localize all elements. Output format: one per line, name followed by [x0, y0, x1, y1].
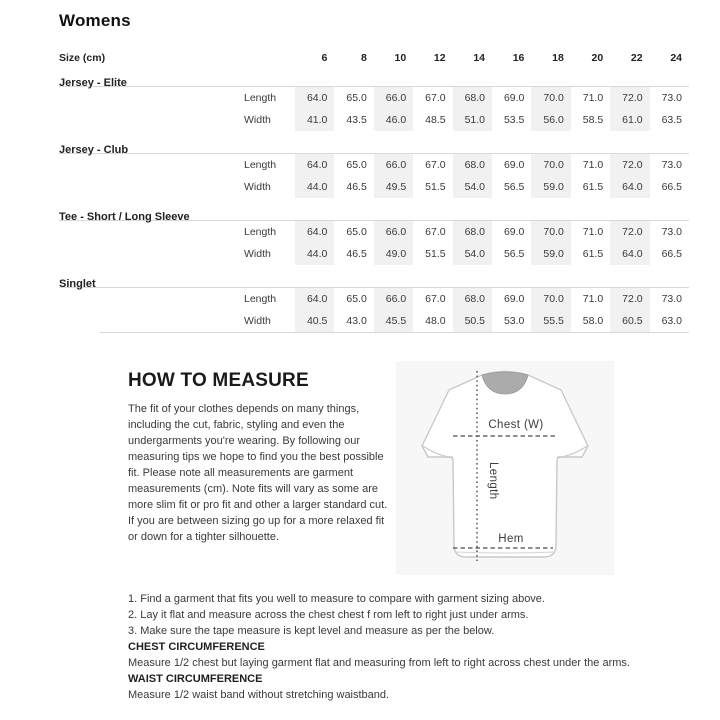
size-value-cell: 66.5: [661, 181, 682, 193]
how-to-measure-text: [128, 370, 396, 545]
size-value-cell: 56.5: [503, 248, 525, 260]
waist-circumference-heading: WAIST CIRCUMFERENCE: [128, 673, 263, 685]
size-column-header: 20: [591, 52, 604, 64]
size-value-cell: 68.0: [453, 221, 492, 243]
spacer-cell: [59, 221, 244, 243]
size-value-cell: 58.0: [582, 315, 604, 327]
size-value-cell: 54.0: [453, 176, 492, 198]
size-value-cell: 70.0: [531, 221, 570, 243]
table-bottom-border: [100, 332, 689, 333]
measure-label: Length: [244, 293, 277, 305]
size-value-cell: 64.0: [610, 243, 649, 265]
size-value-cell: 49.0: [374, 243, 413, 265]
size-value-cell: 43.0: [346, 315, 367, 327]
size-column-header: 22: [630, 52, 643, 64]
size-value-cell: 53.5: [503, 114, 525, 126]
size-value-cell: 71.0: [582, 159, 604, 171]
womens-size-guide-page: [0, 11, 720, 720]
table-section-header: [59, 131, 689, 154]
size-value-cell: 48.0: [425, 315, 446, 327]
size-value-cell: 64.0: [295, 87, 334, 109]
size-unit-label: Size (cm): [59, 52, 106, 64]
tshirt-measurement-diagram: [396, 361, 614, 575]
size-value-cell: 58.5: [582, 114, 604, 126]
size-value-cell: 51.0: [453, 109, 492, 131]
table-section-header: [59, 265, 689, 288]
size-value-cell: 71.0: [582, 92, 604, 104]
measure-label: Width: [244, 181, 271, 193]
size-value-cell: 72.0: [610, 288, 649, 310]
spacer-cell: [59, 176, 244, 198]
size-column-header: 18: [552, 52, 564, 64]
size-value-cell: 46.5: [346, 181, 367, 193]
size-value-cell: 44.0: [295, 243, 334, 265]
size-column-header: 8: [360, 52, 367, 64]
size-value-cell: 61.0: [610, 109, 649, 131]
size-value-cell: 49.5: [374, 176, 413, 198]
chest-circumference-heading: CHEST CIRCUMFERENCE: [128, 641, 265, 653]
measure-label: Width: [244, 114, 271, 126]
size-value-cell: 55.5: [531, 310, 570, 332]
size-column-header: 16: [512, 52, 525, 64]
section-label: Jersey - Club: [59, 144, 129, 156]
size-value-cell: 67.0: [425, 293, 446, 305]
size-value-cell: 64.0: [295, 288, 334, 310]
table-row: [59, 176, 689, 198]
spacer-cell: [59, 109, 244, 131]
size-value-cell: 64.0: [295, 221, 334, 243]
size-value-cell: 51.5: [425, 181, 446, 193]
tshirt-diagram-svg: [396, 361, 614, 575]
measuring-instructions: [128, 591, 688, 703]
size-value-cell: 66.0: [374, 221, 413, 243]
size-value-cell: 65.0: [346, 226, 367, 238]
measure-label: Length: [244, 92, 277, 104]
size-value-cell: 63.5: [661, 114, 682, 126]
section-label: Singlet: [59, 278, 96, 290]
page-title: Womens: [59, 11, 131, 30]
table-row: [59, 288, 689, 310]
spacer-cell: [59, 87, 244, 109]
spacer-cell: [59, 310, 244, 332]
size-value-cell: 50.5: [453, 310, 492, 332]
table-row: [59, 154, 689, 176]
tshirt-outline: [422, 372, 588, 558]
size-table: [59, 48, 689, 333]
size-value-cell: 43.5: [346, 114, 367, 126]
section-label: Tee - Short / Long Sleeve: [59, 211, 190, 223]
size-value-cell: 64.0: [610, 176, 649, 198]
size-value-cell: 67.0: [425, 92, 446, 104]
table-section-header: [59, 198, 689, 221]
length-label: Length: [487, 462, 499, 500]
size-value-cell: 61.5: [582, 248, 604, 260]
size-value-cell: 48.5: [425, 114, 446, 126]
size-value-cell: 63.0: [661, 315, 682, 327]
size-value-cell: 69.0: [503, 293, 525, 305]
measure-label: Length: [244, 226, 277, 238]
size-value-cell: 41.0: [295, 109, 334, 131]
section-label: Jersey - Elite: [59, 77, 127, 89]
size-value-cell: 69.0: [503, 226, 525, 238]
size-value-cell: 66.5: [661, 248, 682, 260]
size-value-cell: 70.0: [531, 154, 570, 176]
waist-circumference-text: Measure 1/2 waist band without stretching waistband.: [128, 689, 390, 701]
instruction-step: 1. Find a garment that fits you well to measure to compare with garment sizing above.: [128, 593, 545, 605]
spacer-cell: [59, 154, 244, 176]
measure-label: Width: [244, 315, 271, 327]
size-value-cell: 59.0: [531, 243, 570, 265]
size-value-cell: 64.0: [295, 154, 334, 176]
table-row: [59, 87, 689, 109]
size-header-row: [59, 48, 689, 64]
size-value-cell: 46.5: [346, 248, 367, 260]
table-section-header: [59, 64, 689, 87]
table-row: [59, 243, 689, 265]
size-value-cell: 73.0: [661, 159, 682, 171]
size-value-cell: 72.0: [610, 154, 649, 176]
size-value-cell: 69.0: [503, 92, 525, 104]
size-value-cell: 44.0: [295, 176, 334, 198]
size-value-cell: 67.0: [425, 159, 446, 171]
size-value-cell: 71.0: [582, 226, 604, 238]
size-value-cell: 54.0: [453, 243, 492, 265]
how-to-measure-heading: HOW TO MEASURE: [128, 370, 309, 391]
size-value-cell: 70.0: [531, 87, 570, 109]
size-value-cell: 66.0: [374, 87, 413, 109]
size-value-cell: 72.0: [610, 221, 649, 243]
size-value-cell: 56.5: [503, 181, 525, 193]
size-value-cell: 73.0: [661, 293, 682, 305]
measure-label: Width: [244, 248, 271, 260]
size-value-cell: 59.0: [531, 176, 570, 198]
instruction-step: 3. Make sure the tape measure is kept level and measure as per the below.: [128, 625, 495, 637]
size-value-cell: 56.0: [531, 109, 570, 131]
size-value-cell: 72.0: [610, 87, 649, 109]
measure-label: Length: [244, 159, 277, 171]
size-value-cell: 66.0: [374, 288, 413, 310]
size-value-cell: 69.0: [503, 159, 525, 171]
size-value-cell: 71.0: [582, 293, 604, 305]
size-value-cell: 68.0: [453, 87, 492, 109]
size-value-cell: 61.5: [582, 181, 604, 193]
size-column-header: 14: [473, 52, 485, 64]
size-value-cell: 66.0: [374, 154, 413, 176]
size-column-header: 12: [433, 52, 446, 64]
size-value-cell: 68.0: [453, 288, 492, 310]
how-to-measure-section: [128, 370, 720, 575]
size-value-cell: 51.5: [425, 248, 446, 260]
size-column-header: 24: [670, 52, 682, 64]
size-value-cell: 68.0: [453, 154, 492, 176]
size-column-header: 6: [321, 52, 328, 64]
size-column-header: 10: [394, 52, 407, 64]
size-value-cell: 40.5: [295, 310, 334, 332]
size-value-cell: 65.0: [346, 159, 367, 171]
table-row: [59, 310, 689, 332]
table-row: [59, 109, 689, 131]
chest-circumference-text: Measure 1/2 chest but laying garment flat and measuring from left to right across chest under the arms.: [128, 657, 630, 669]
size-value-cell: 65.0: [346, 92, 367, 104]
size-value-cell: 53.0: [503, 315, 525, 327]
how-to-measure-body: The fit of your clothes depends on many things, including the cut, fabric, styling and even the undergarments you're wearing. By following our measuring tips we hope to find you the best possible fit. Please note all measurements are garment measurements (cm). Note fits will vary as some are more slim fit or pro fit and other a larger standard cut. If you are between sizing go up for a more relaxed fit or down for a tighter silhouette.: [128, 403, 388, 543]
table-row: [59, 221, 689, 243]
size-value-cell: 65.0: [346, 293, 367, 305]
size-value-cell: 45.5: [374, 310, 413, 332]
hem-label: Hem: [498, 533, 524, 545]
spacer-cell: [59, 243, 244, 265]
size-value-cell: 70.0: [531, 288, 570, 310]
spacer-cell: [59, 288, 244, 310]
size-value-cell: 73.0: [661, 226, 682, 238]
size-value-cell: 60.5: [610, 310, 649, 332]
size-value-cell: 67.0: [425, 226, 446, 238]
size-table-body: [59, 64, 689, 332]
chest-label: Chest (W): [488, 419, 544, 431]
instruction-step: 2. Lay it flat and measure across the chest chest f rom left to right just under arms.: [128, 609, 529, 621]
size-value-cell: 73.0: [661, 92, 682, 104]
size-value-cell: 46.0: [374, 109, 413, 131]
